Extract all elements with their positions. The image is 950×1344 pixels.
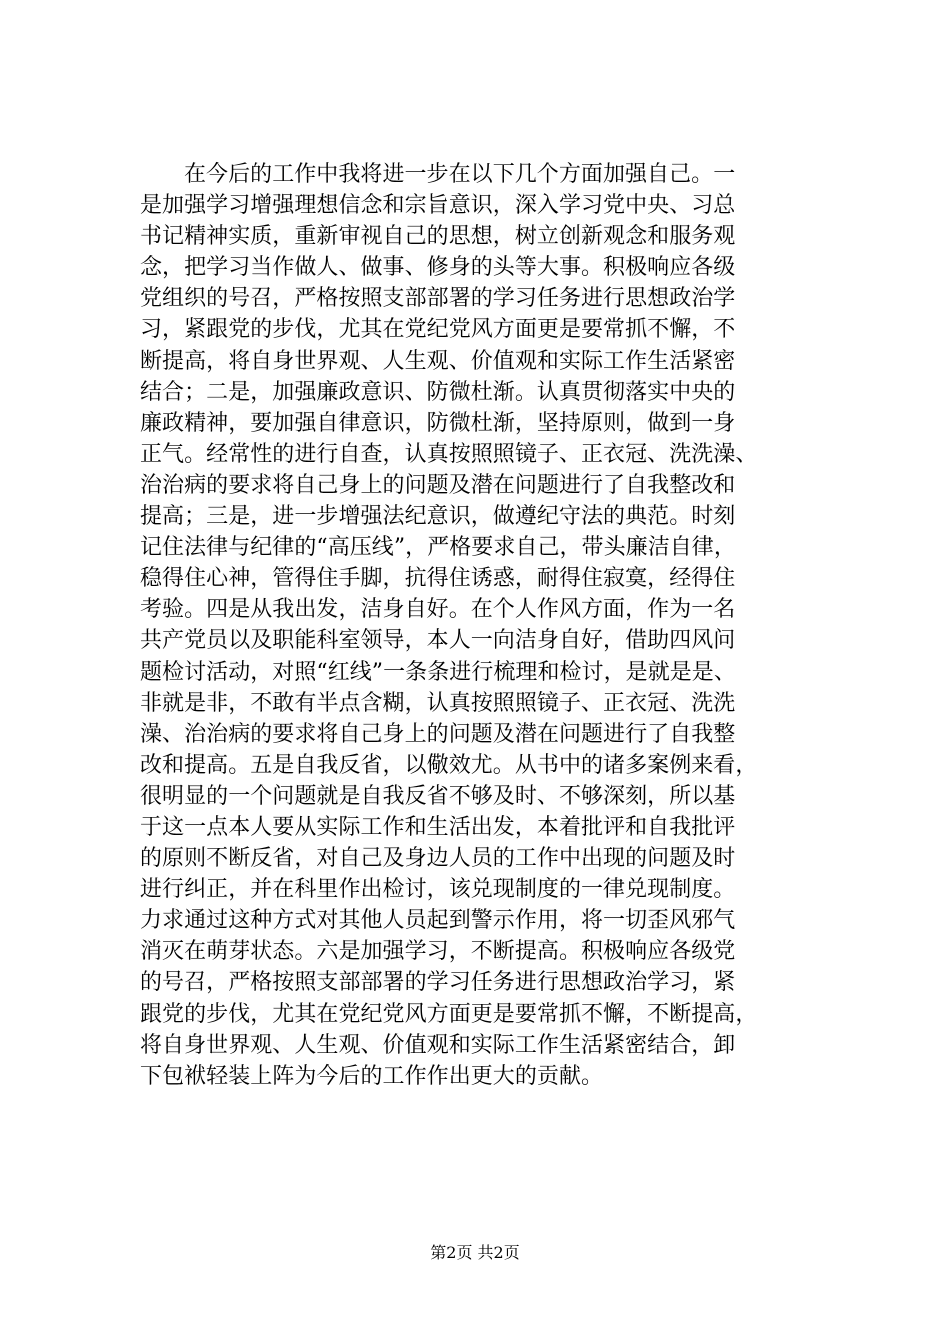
paragraph-line: 的原则不断反省，对自己及身边人员的工作中出现的问题及时	[140, 846, 736, 872]
paragraph-line: 党组织的号召，严格按照支部部署的学习任务进行思想政治学	[140, 286, 736, 312]
paragraph-line: 在今后的工作中我将进一步在以下几个方面加强自己。一	[184, 162, 736, 187]
paragraph-line: 廉政精神，要加强自律意识，防微杜渐，坚持原则，做到一身	[140, 410, 736, 436]
paragraph-line: 消灭在萌芽状态。六是加强学习，不断提高。积极响应各级党	[140, 939, 736, 965]
paragraph-line: 于这一点本人要从实际工作和生活出发，本着批评和自我批评	[140, 814, 736, 840]
paragraph-line: 断提高，将自身世界观、人生观、价值观和实际工作生活紧密	[140, 348, 736, 374]
paragraph-line: 进行纠正，并在科里作出检讨，该兑现制度的一律兑现制度。	[140, 877, 736, 903]
paragraph-line: 很明显的一个问题就是自我反省不够及时、不够深刻，所以基	[140, 783, 736, 809]
paragraph-line: 正气。经常性的进行自查，认真按照照镜子、正衣冠、洗洗澡、	[140, 441, 758, 467]
paragraph-line: 题检讨活动，对照“红线”一条条进行梳理和检讨，是就是是、	[140, 659, 736, 685]
paragraph-line: 的号召，严格按照支部部署的学习任务进行思想政治学习，紧	[140, 970, 736, 996]
paragraph-line: 力求通过这种方式对其他人员起到警示作用，将一切歪风邪气	[140, 908, 736, 934]
page-number-footer: 第2页 共2页	[430, 1243, 520, 1262]
paragraph-line: 共产党员以及职能科室领导，本人一向洁身自好，借助四风问	[140, 628, 736, 654]
body-paragraph	[140, 159, 860, 1092]
paragraph-line: 将自身世界观、人生观、价值观和实际工作生活紧密结合，卸	[140, 1032, 736, 1058]
paragraph-line: 非就是非，不敢有半点含糊，认真按照照镜子、正衣冠、洗洗	[140, 690, 736, 716]
paragraph-line: 结合；二是，加强廉政意识、防微杜渐。认真贯彻落实中央的	[140, 379, 736, 405]
paragraph-line: 跟党的步伐，尤其在党纪党风方面更是要常抓不懈，不断提高，	[140, 1001, 758, 1027]
paragraph-line: 改和提高。五是自我反省，以儆效尤。从书中的诸多案例来看，	[140, 752, 758, 778]
paragraph-line: 澡、治治病的要求将自己身上的问题及潜在问题进行了自我整	[140, 721, 736, 747]
paragraph-line: 念，把学习当作做人、做事、修身的头等大事。积极响应各级	[140, 255, 736, 281]
paragraph-line: 书记精神实质，重新审视自己的思想，树立创新观念和服务观	[140, 224, 736, 250]
paragraph-line: 下包袱轻装上阵为今后的工作作出更大的贡献。	[140, 1063, 604, 1089]
paragraph-line: 记住法律与纪律的“高压线”，严格要求自己，带头廉洁自律，	[140, 535, 736, 561]
paragraph-line: 习，紧跟党的步伐，尤其在党纪党风方面更是要常抓不懈，不	[140, 317, 736, 343]
paragraph-line: 提高；三是，进一步增强法纪意识，做遵纪守法的典范。时刻	[140, 504, 736, 530]
paragraph-line: 稳得住心神，管得住手脚，抗得住诱惑，耐得住寂寞，经得住	[140, 566, 736, 592]
paragraph-line: 是加强学习增强理想信念和宗旨意识，深入学习党中央、习总	[140, 193, 736, 219]
paragraph-line: 考验。四是从我出发，洁身自好。在个人作风方面，作为一名	[140, 597, 736, 623]
paragraph-line: 治治病的要求将自己身上的问题及潜在问题进行了自我整改和	[140, 472, 736, 498]
